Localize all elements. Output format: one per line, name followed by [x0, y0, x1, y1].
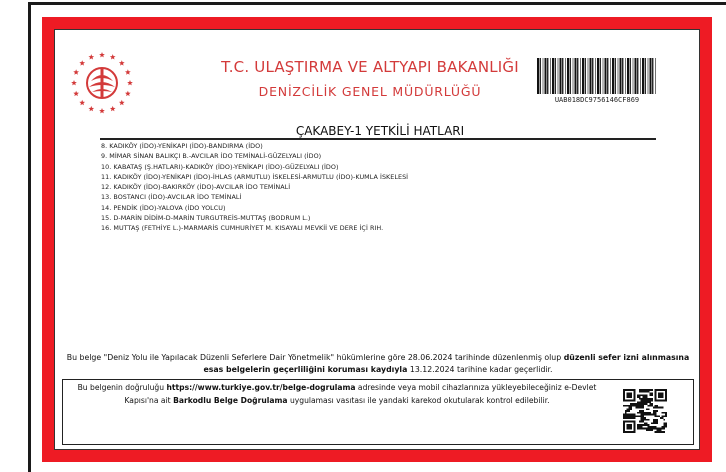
route-item: 11. KADIKÖY (İDO)-YENİKAPI (İDO)-İHLAS (ARMUTLU) İSKELESİ-ARMUTLU (İDO)-KUMLA İSKELESİ [101, 172, 409, 181]
barcode-image [536, 58, 658, 94]
route-list [101, 141, 661, 234]
verification-text-2: adresinde veya mobil cihazlarınıza yükleyebileceğiniz e-Devlet Kapısı'na ait [124, 383, 597, 405]
document-title: ÇAKABEY-1 YETKİLİ HATLARI [295, 124, 465, 138]
route-item: 12. KADIKÖY (İDO)-BAKIRKÖY (İDO)-AVCILAR İDO TEMİNALİ [101, 183, 291, 192]
route-item: 13. BOSTANCI (İDO)-AVCILAR İDO TEMİNALİ [101, 193, 242, 202]
route-item: 9. MİMAR SİNAN BALIKÇI B.-AVCILAR İDO TEMİNALİ-GÜZELYALI (İDO) [101, 152, 322, 161]
route-item: 14. PENDİK (İDO)-YALOVA (İDO YOLCU) [101, 203, 226, 212]
validity-statement [60, 352, 696, 376]
ministry-emblem-logo [64, 45, 140, 121]
verification-text-3: uygulaması vasıtası ile yandaki karekod okutularak kontrol edilebilir. [287, 395, 550, 405]
barcode-code: UAB018DC9756146CF869 [554, 96, 640, 104]
route-item: 8. KADIKÖY (İDO)-YENİKAPI (İDO)-BANDIRMA (İDO) [101, 142, 263, 150]
route-item: 15. D-MARİN DİDİM-D-MARİN TURGUTREİS-MUTTAŞ (BODRUM L.) [101, 214, 311, 223]
verification-service-name: Barkodlu Belge Doğrulama [173, 395, 288, 405]
title-underline [100, 138, 656, 140]
validity-text-2: 13.12.2024 tarihine kadar geçerlidir. [407, 365, 553, 374]
verification-text-1: Bu belgenin doğruluğu [77, 383, 167, 392]
route-item: 10. KABATAŞ (Ş.HATLARI)-KADIKÖY (İDO)-YENİKAPI (İDO)-GÜZELYALI (İDO) [101, 162, 339, 171]
directorate-title: DENİZCİLİK GENEL MÜDÜRLÜĞÜ [258, 84, 482, 99]
verification-link[interactable]: https://www.turkiye.gov.tr/belge-dogrulama [166, 383, 356, 392]
ministry-title: T.C. ULAŞTIRMA VE ALTYAPI BAKANLIĞI [221, 58, 519, 76]
validity-condition: düzenli sefer izni alınmasına esas belgelerin geçerliliğini koruması kaydıyla [203, 353, 690, 374]
verification-text [72, 382, 602, 407]
qr-code-image[interactable] [623, 389, 667, 433]
route-item: 16. MUTTAŞ (FETHİYE L.)-MARMARİS CUMHURİYET M. KISAYALI MEVKİİ VE DERE İÇİ RIH. [101, 224, 384, 233]
validity-text-1: Bu belge "Deniz Yolu ile Yapılacak Düzenli Seferlere Dair Yönetmelik" hükümlerine göre 28.06.2024 tarihinde düzenlenmiş olup [66, 353, 564, 362]
